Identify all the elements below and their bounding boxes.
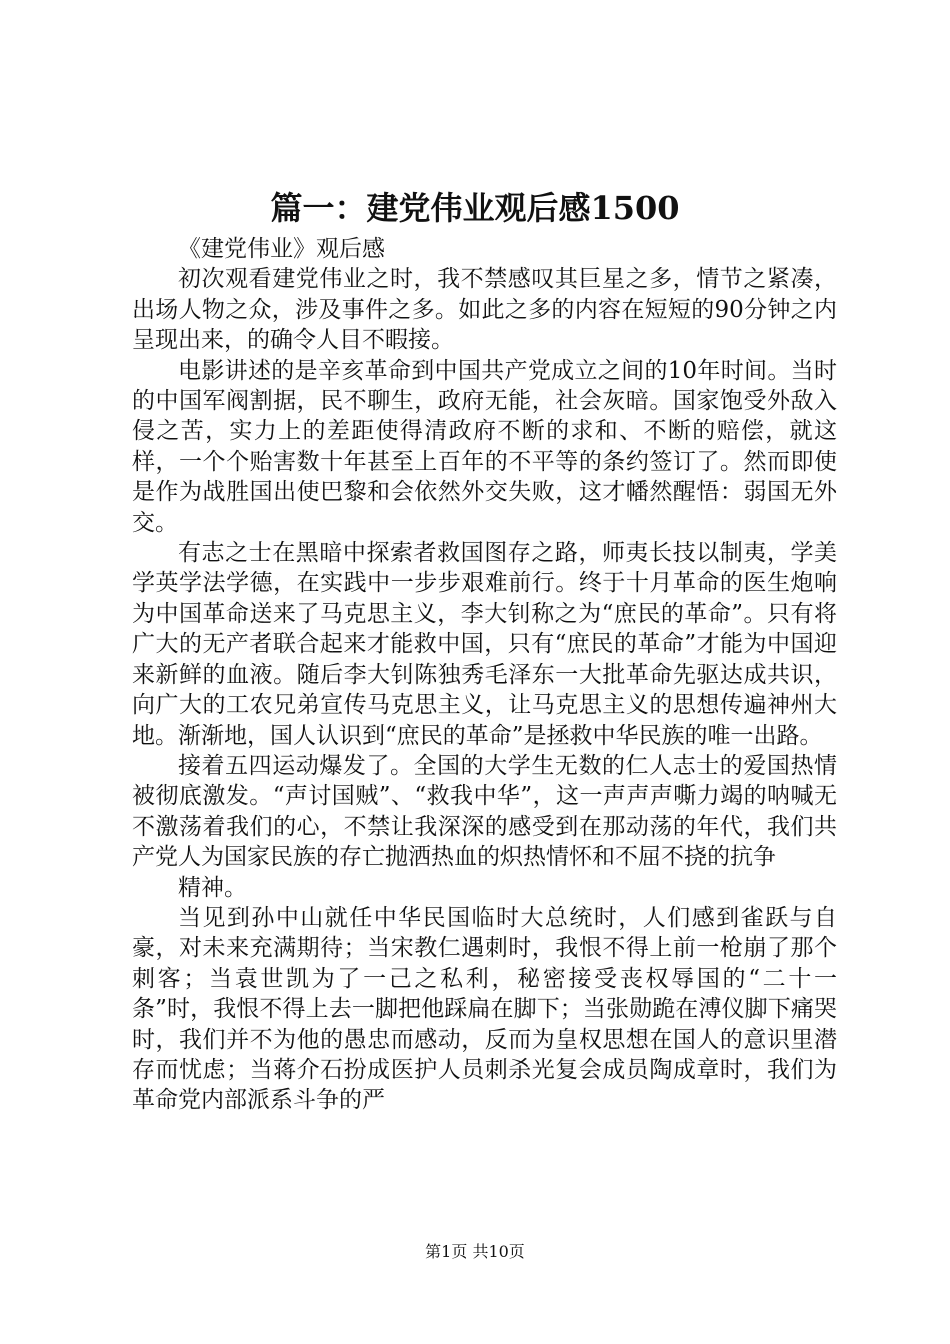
paragraph-5: 精神。 xyxy=(178,874,247,901)
page-footer: 第1页 共10页 xyxy=(425,1242,525,1261)
paragraph-3: 有志之士在黑暗中探索者救国图存之路，师夷长技以制夷，学美学英学法学德，在实践中一步步艰难前行。终于十月革命的医生炮响为中国革命送来了马克思主义，李大钊称之为“庶民的革命”。只有将广大的无产者联合起来才能救中国，只有“庶民的革命”才能为中国迎来新鲜的血液。随后李大钊陈独秀毛泽东一大批革命先驱达成共识，向广大的工农兄弟宣传马克思主义，让马克思主义的思想传遍神州大地。渐渐地，国人认识到“庶民的革命”是拯救中华民族的唯一出路。 xyxy=(132,540,837,749)
paragraph-2: 电影讲述的是辛亥革命到中国共产党成立之间的10年时间。当时的中国军阀割据，民不聊生，政府无能，社会灰暗。国家饱受外敌入侵之苦，实力上的差距使得清政府不断的求和、不断的赔偿，就这样，一个个贻害数十年甚至上百年的不平等的条约签订了。然而即使是作为战胜国出使巴黎和会依然外交失败，这才幡然醒悟：弱国无外交。 xyxy=(132,357,837,536)
document-body xyxy=(132,234,837,1116)
paragraph-1: 初次观看建党伟业之时，我不禁感叹其巨星之多，情节之紧凑，出场人物之众，涉及事件之多。如此之多的内容在短短的90分钟之内呈现出来，的确令人目不暇接。 xyxy=(132,266,837,354)
paragraph-6: 当见到孙中山就任中华民国临时大总统时，人们感到雀跃与自豪，对未来充满期待；当宋教仁遇刺时，我恨不得上前一枪崩了那个刺客；当袁世凯为了一己之私利，秘密接受丧权辱国的“二十一条”时，我恨不得上去一脚把他踩扁在脚下；当张勋跪在溥仪脚下痛哭时，我们并不为他的愚忠而感动，反而为皇权思想在国人的意识里潜存而忧虑；当蒋介石扮成医护人员刺杀光复会成员陶成章时，我们为革命党内部派系斗争的严 xyxy=(132,904,837,1114)
paragraph-subtitle: 《建党伟业》观后感 xyxy=(178,236,385,262)
paragraph-4: 接着五四运动爆发了。全国的大学生无数的仁人志士的爱国热情被彻底激发。“声讨国贼”、“救我中华”，这一声声声嘶力竭的呐喊无不激荡着我们的心，不禁让我深深的感受到在那动荡的年代，我们共产党人为国家民族的存亡抛洒热血的炽热情怀和不屈不挠的抗争 xyxy=(132,752,837,871)
page-title: 篇一：建党伟业观后感1500 xyxy=(270,189,680,227)
